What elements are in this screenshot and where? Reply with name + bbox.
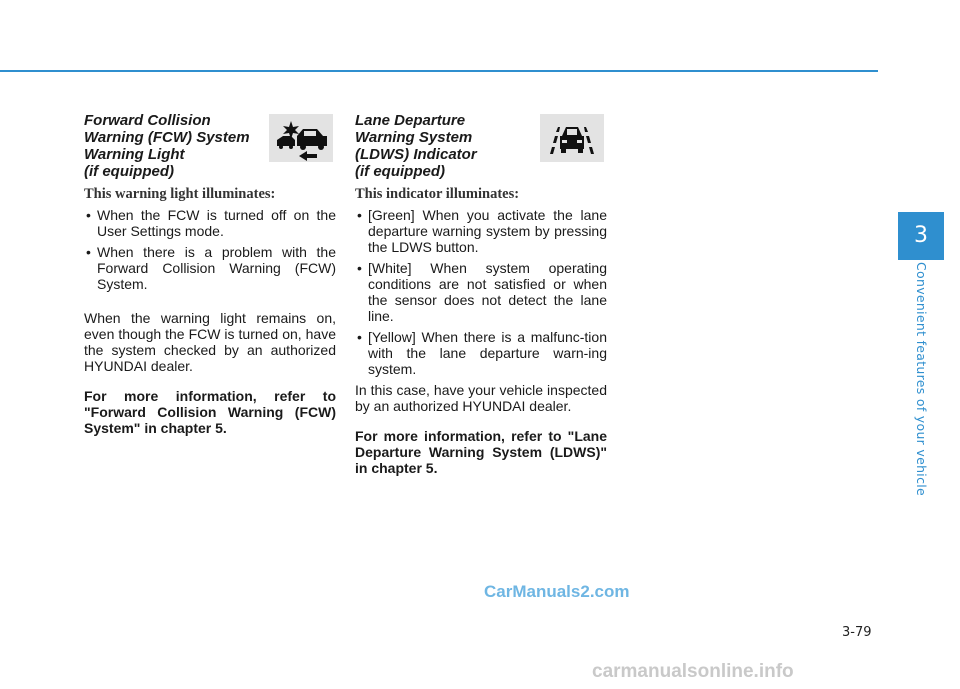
chapter-title	[897, 262, 945, 497]
ldws-subhead: This indicator illuminates:	[355, 186, 520, 202]
ldws-indicator-icon	[540, 114, 604, 162]
ldws-paragraph: In this case, have your vehicle inspected by an authorized HYUNDAI dealer.	[355, 382, 607, 414]
list-item: • [White] When system operating conditions are not satisfied or when the sensor does not detect the lane line.	[355, 260, 607, 324]
list-item: • When the FCW is turned off on the User Settings mode.	[84, 207, 336, 239]
list-item: • [Green] When you activate the lane departure warning system by pressing the LDWS button.	[355, 207, 607, 255]
fcw-warning-icon	[269, 114, 333, 162]
list-item: • When there is a problem with the Forward Collision Warning (FCW) System.	[84, 244, 336, 292]
fcw-bullet-list	[84, 207, 336, 292]
page-number: 3-79	[842, 625, 872, 640]
ldws-heading: Lane Departure Warning System (LDWS) Indicator (if equipped)	[355, 112, 477, 180]
watermark-top: CarManuals2.com	[484, 582, 630, 601]
fcw-subhead: This warning light illuminates:	[84, 186, 276, 202]
fcw-paragraph: When the warning light remains on, even though the FCW is turned on, have the system checked by an authorized HYUNDAI dealer.	[84, 310, 336, 374]
chapter-tab: 3	[898, 212, 944, 260]
watermark-bottom: carmanualsonline.info	[592, 661, 794, 682]
chapter-title-text: Convenient features of your vehicle	[914, 262, 929, 497]
header-rule	[0, 70, 878, 72]
ldws-bullet-list	[355, 207, 607, 377]
ldws-section	[355, 112, 607, 476]
ldws-more-info: For more information, refer to "Lane Departure Warning System (LDWS)" in chapter 5.	[355, 428, 607, 476]
list-item: • [Yellow] When there is a malfunc-tion with the lane departure warn-ing system.	[355, 329, 607, 377]
fcw-heading: Forward Collision Warning (FCW) System Warning Light (if equipped)	[84, 112, 250, 180]
fcw-section	[84, 112, 336, 436]
fcw-more-info: For more information, refer to "Forward Collision Warning (FCW) System" in chapter 5.	[84, 388, 336, 436]
